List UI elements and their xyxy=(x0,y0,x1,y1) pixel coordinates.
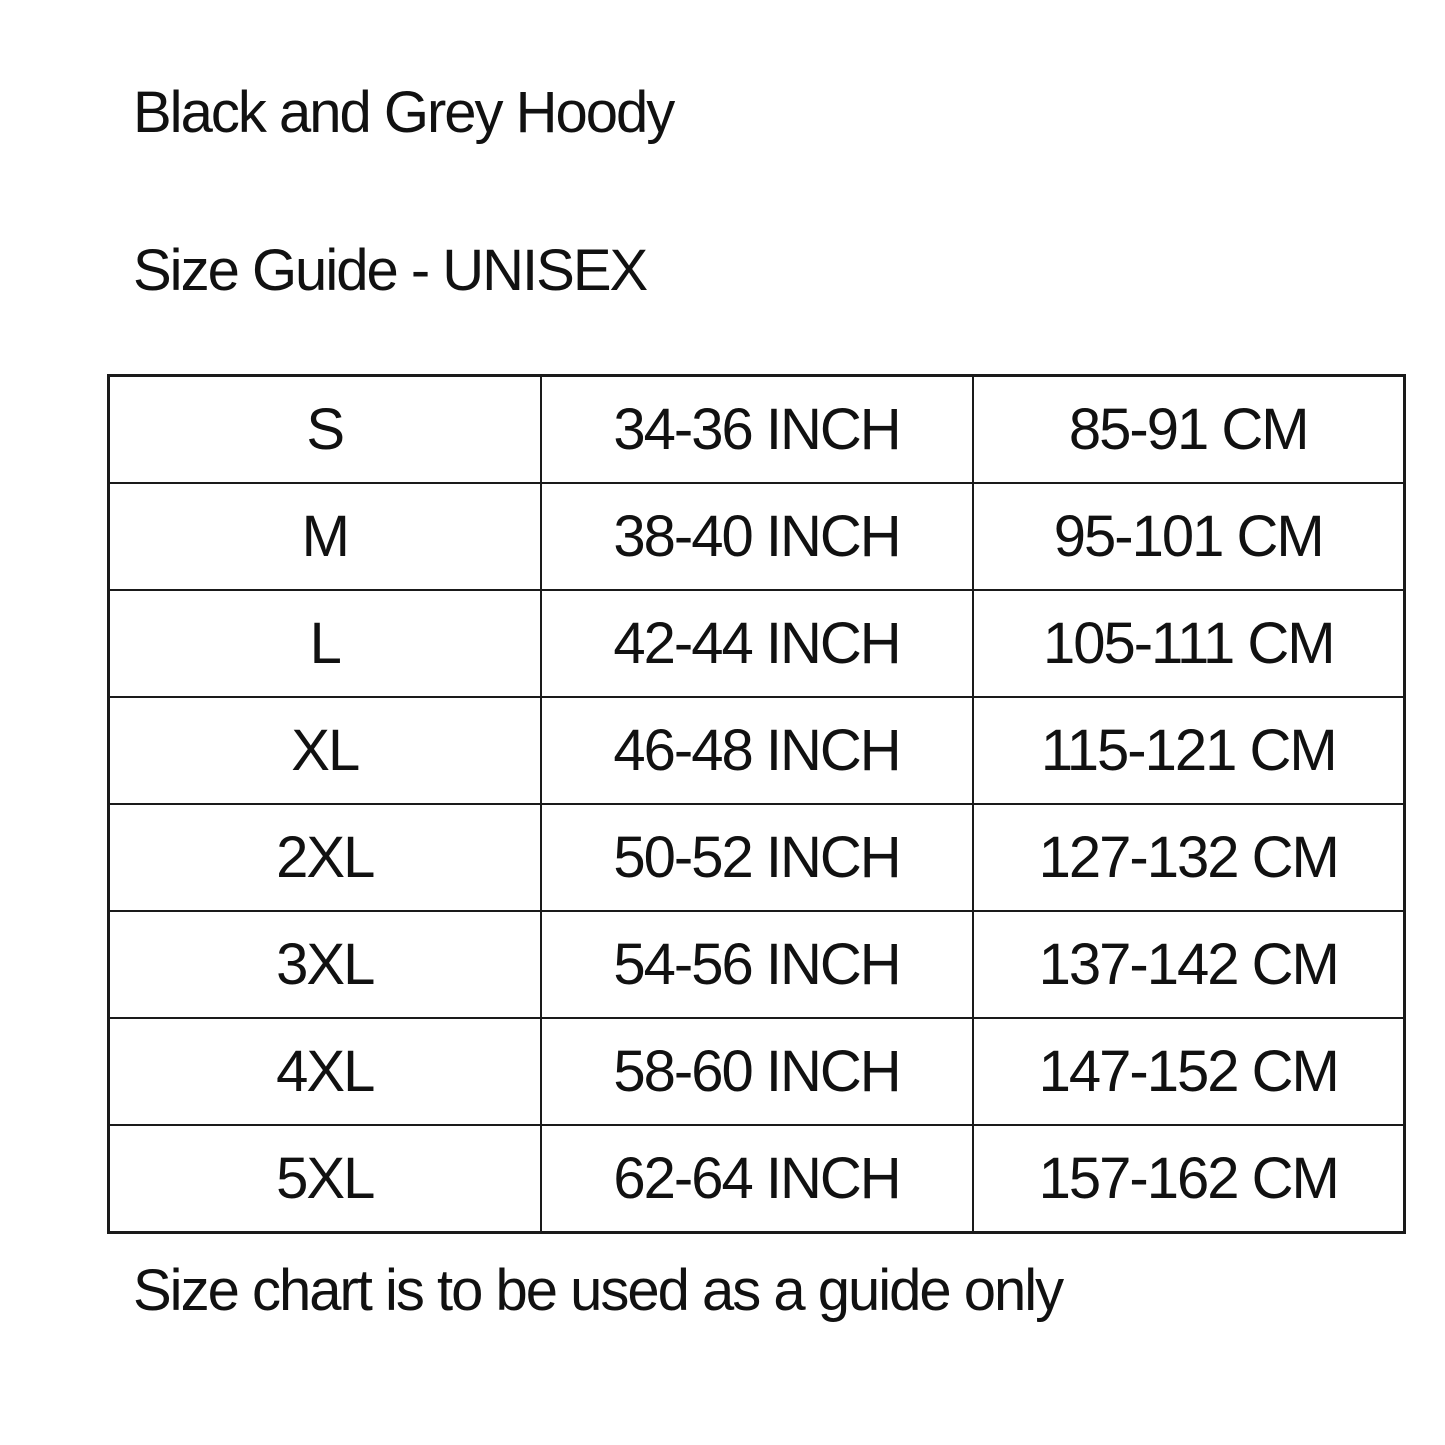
table-row xyxy=(109,590,1405,697)
cm-cell: 95-101 CM xyxy=(973,483,1405,590)
inch-cell: 62-64 INCH xyxy=(541,1125,973,1233)
table-row xyxy=(109,483,1405,590)
size-cell: 2XL xyxy=(109,804,541,911)
table-row xyxy=(109,1125,1405,1233)
inch-cell: 50-52 INCH xyxy=(541,804,973,911)
size-cell: 5XL xyxy=(109,1125,541,1233)
size-cell: 3XL xyxy=(109,911,541,1018)
cm-cell: 157-162 CM xyxy=(973,1125,1405,1233)
inch-cell: 34-36 INCH xyxy=(541,376,973,484)
table-row xyxy=(109,1018,1405,1125)
inch-cell: 38-40 INCH xyxy=(541,483,973,590)
cm-cell: 115-121 CM xyxy=(973,697,1405,804)
size-cell: S xyxy=(109,376,541,484)
inch-cell: 46-48 INCH xyxy=(541,697,973,804)
cm-cell: 147-152 CM xyxy=(973,1018,1405,1125)
disclaimer-note: Size chart is to be used as a guide only xyxy=(133,1258,1063,1323)
cm-cell: 105-111 CM xyxy=(973,590,1405,697)
table-row xyxy=(109,804,1405,911)
inch-cell: 42-44 INCH xyxy=(541,590,973,697)
table-row xyxy=(109,697,1405,804)
table-row xyxy=(109,911,1405,1018)
size-cell: XL xyxy=(109,697,541,804)
cm-cell: 137-142 CM xyxy=(973,911,1405,1018)
table-row xyxy=(109,376,1405,484)
size-cell: L xyxy=(109,590,541,697)
inch-cell: 54-56 INCH xyxy=(541,911,973,1018)
size-cell: 4XL xyxy=(109,1018,541,1125)
size-cell: M xyxy=(109,483,541,590)
cm-cell: 127-132 CM xyxy=(973,804,1405,911)
size-guide-subtitle: Size Guide - UNISEX xyxy=(133,238,647,303)
inch-cell: 58-60 INCH xyxy=(541,1018,973,1125)
page-title: Black and Grey Hoody xyxy=(133,80,674,145)
cm-cell: 85-91 CM xyxy=(973,376,1405,484)
size-table xyxy=(107,374,1406,1234)
